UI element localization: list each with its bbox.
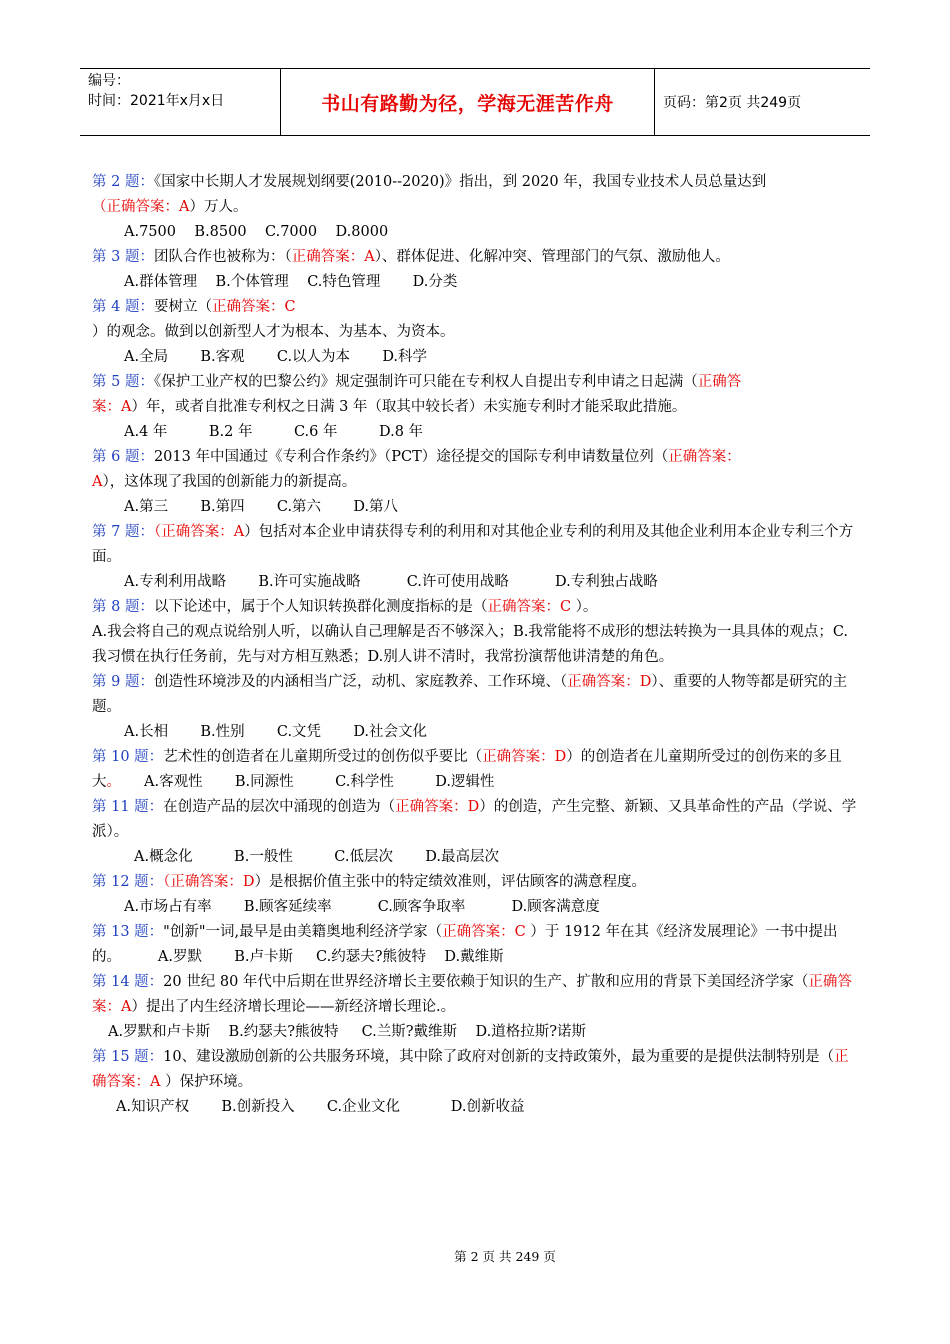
question-13-options: A.罗默 B.卢卡斯 C.约瑟夫?熊彼特 D.戴维斯: [121, 949, 504, 965]
question-5: 第 5 题：《保护工业产权的巴黎公约》规定强制许可只能在专利权人自提出专利申请之日起满（正确答 案：A）年，或者自批准专利权之日满 3 年（取其中较长者）未实施专利时才能采取此措施。: [92, 374, 742, 415]
answer: 正确答案：A: [106, 199, 190, 215]
question-7-options: A.专利利用战略 B.许可实施战略 C.许可使用战略 D.专利独占战略: [124, 574, 658, 590]
question-8: 第 8 题：以下论述中，属于个人知识转换群化测度指标的是（正确答案：C ）。: [92, 599, 598, 615]
answer: 正确答案：D: [567, 674, 652, 690]
question-list: [92, 170, 860, 1120]
header-meta: [80, 69, 280, 135]
question-11: 第 11 题：在创造产品的层次中涌现的创造为（正确答案：D）的创造，产生完整、新颖、又具革命性的产品（学说、学派）。: [92, 799, 857, 840]
answer: 正确答案：: [668, 449, 741, 465]
question-3-options: A.群体管理 B.个体管理 C.特色管理 D.分类: [124, 274, 458, 290]
question-10: 第 10 题：艺术性的创造者在儿童期所受过的创伤似乎要比（正确答案：D）的创造者在儿童期所受过的创伤来的多且大。 A.客观性 B.同源性 C.科学性 D.逻辑性: [92, 749, 842, 790]
date-label: 时间：2021年x月x日: [88, 93, 225, 109]
question-15-options: A.知识产权 B.创新投入 C.企业文化 D.创新收益: [116, 1099, 525, 1115]
page-footer: 第 2 页 共 249 页: [454, 1249, 556, 1264]
question-6: 第 6 题：2013 年中国通过《专利合作条约》（PCT）途径提交的国际专利申请数量位列（正确答案： A），这体现了我国的创新能力的新提高。: [92, 449, 741, 490]
question-4: 第 4 题：要树立（正确答案：C ）的观念。做到以创新型人才为根本、为基本、为资本。: [92, 299, 455, 340]
answer: 正确答案：D: [170, 874, 255, 890]
question-14: 第 14 题：20 世纪 80 年代中后期在世界经济增长主要依赖于知识的生产、扩散和应用的背景下美国经济学家（正确答案：A）提出了内生经济增长理论——新经济增长理论.。: [92, 974, 852, 1015]
question-3: 第 3 题：团队合作也被称为：（正确答案：A）、群体促进、化解冲突、管理部门的气氛、激励他人。: [92, 249, 730, 265]
question-8-options: A.我会将自己的观点说给别人听，以确认自己理解是否不够深入；B.我常能将不成形的想法转换为一具具体的观点；C.我习惯在执行任务前，先与对方相互熟悉；D.别人讲不清时，我常扮演帮他讲清楚的角色。: [92, 624, 849, 665]
question-12: 第 12 题：（正确答案：D）是根据价值主张中的特定绩效准则，评估顾客的满意程度。: [92, 874, 647, 890]
question-5-options: A.4 年 B.2 年 C.6 年 D.8 年: [124, 424, 424, 440]
answer: 正确答案：A: [161, 524, 245, 540]
question-9: 第 9 题：创造性环境涉及的内涵相当广泛，动机、家庭教养、工作环境、（正确答案：D）、重要的人物等都是研究的主题。: [92, 674, 848, 715]
question-10-options: A.客观性 B.同源性 C.科学性 D.逻辑性: [121, 774, 495, 790]
question-13: 第 13 题："创新"一词,最早是由美籍奥地利经济学家（正确答案：C ）于 1912 年在其《经济发展理论》一书中提出的。 A.罗默 B.卢卡斯 C.约瑟夫?熊彼特 D.戴维斯: [92, 924, 838, 965]
answer: 正确答案：A: [291, 249, 375, 265]
answer: 正确答案：A: [92, 974, 852, 1015]
question-2: 第 2 题：《国家中长期人才发展规划纲要(2010--2020)》指出，到 2020 年，我国专业技术人员总量达到 （正确答案：A）万人。: [92, 174, 767, 215]
header-motto: 书山有路勤为径，学海无涯苦作舟: [280, 69, 655, 135]
question-6-options: A.第三 B.第四 C.第六 D.第八: [124, 499, 399, 515]
answer: 正确答案：D: [482, 749, 567, 765]
answer: 正确答: [697, 374, 742, 390]
answer: 正确答案：A: [92, 1049, 849, 1090]
page-header: [80, 68, 870, 136]
question-4-options: A.全局 B.客观 C.以人为本 D.科学: [124, 349, 428, 365]
header-page-number: 页码：第2页 共249页: [663, 95, 802, 111]
question-12-options: A.市场占有率 B.顾客延续率 C.顾客争取率 D.顾客满意度: [124, 899, 600, 915]
question-14-options: A.罗默和卢卡斯 B.约瑟夫?熊彼特 C.兰斯?戴维斯 D.道格拉斯?诺斯: [108, 1024, 586, 1040]
serial-number-label: 编号：: [88, 73, 130, 89]
question-9-options: A.长相 B.性别 C.文凭 D.社会文化: [124, 724, 428, 740]
question-2-options: A.7500 B.8500 C.7000 D.8000: [124, 224, 389, 240]
answer: 正确答案：D: [395, 799, 480, 815]
answer: 正确答案：C: [211, 299, 296, 315]
question-11-options: A.概念化 B.一般性 C.低层次 D.最高层次: [134, 849, 499, 865]
answer: 正确答案：C: [442, 924, 526, 940]
question-15: 第 15 题：10、建设激励创新的公共服务环境，其中除了政府对创新的支持政策外，最为重要的是提供法制特别是（正确答案：A ）保护环境。: [92, 1049, 849, 1090]
question-7: 第 7 题：（正确答案：A）包括对本企业申请获得专利的利用和对其他企业专利的利用及其他企业利用本企业专利三个方面。: [92, 524, 854, 565]
answer: 正确答案：C: [487, 599, 572, 615]
